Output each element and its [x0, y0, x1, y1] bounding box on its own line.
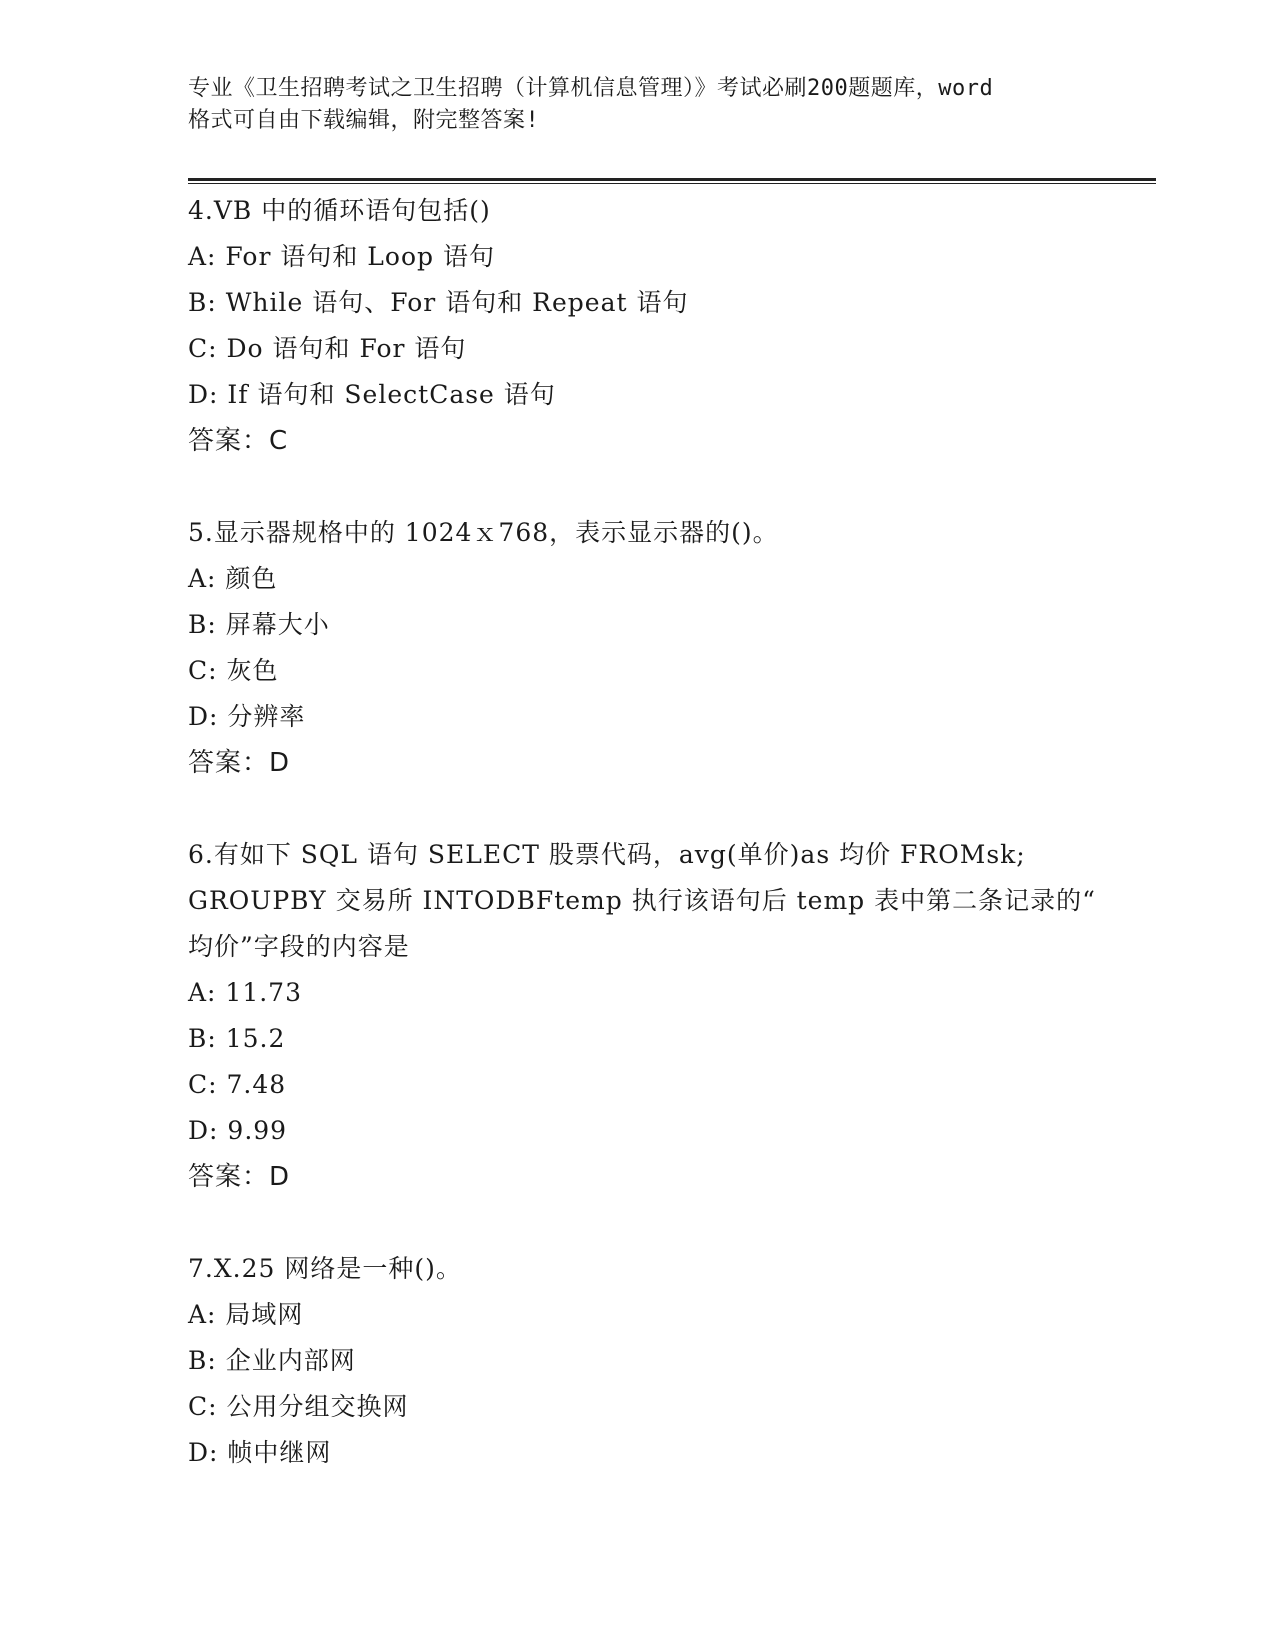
question-stem: 均价”字段的内容是: [188, 932, 410, 961]
question-stem: GROUPBY 交易所 INTODBFtemp 执行该语句后 temp 表中第二条记录的“: [188, 886, 1096, 915]
question-list: [188, 188, 1148, 1476]
question-stem: 4.VB 中的循环语句包括(): [188, 196, 491, 225]
question-block: [188, 832, 1148, 1200]
document-header: [188, 73, 1088, 137]
question-stem: 7.X.25 网络是一种()。: [188, 1254, 462, 1283]
question-block: [188, 510, 1148, 786]
answer-option: D: 帧中继网: [188, 1438, 332, 1467]
answer-option: C: Do 语句和 For 语句: [188, 334, 467, 363]
answer-option: C: 7.48: [188, 1070, 287, 1099]
answer-option: B: 企业内部网: [188, 1346, 356, 1375]
header-line-1: 专业《卫生招聘考试之卫生招聘（计算机信息管理）》考试必刷200题题库，word: [188, 76, 994, 101]
header-line-2: 格式可自由下载编辑，附完整答案!: [188, 108, 540, 133]
header-divider-thin: [188, 183, 1156, 184]
answer-option: A: 颜色: [188, 564, 278, 593]
correct-answer: 答案：C: [188, 426, 289, 456]
answer-option: D: 9.99: [188, 1116, 288, 1145]
answer-option: B: 屏幕大小: [188, 610, 330, 639]
correct-answer: 答案：D: [188, 1162, 291, 1192]
question-stem: 6.有如下 SQL 语句 SELECT 股票代码，avg(单价)as 均价 FROMsk;: [188, 840, 1026, 869]
answer-option: A: For 语句和 Loop 语句: [188, 242, 495, 271]
answer-option: A: 11.73: [188, 978, 302, 1007]
question-block: [188, 1246, 1148, 1476]
answer-option: C: 灰色: [188, 656, 279, 685]
question-spacer: [188, 786, 1148, 832]
answer-option: D: If 语句和 SelectCase 语句: [188, 380, 556, 409]
answer-option: C: 公用分组交换网: [188, 1392, 409, 1421]
question-block: [188, 188, 1148, 464]
question-spacer: [188, 1200, 1148, 1246]
answer-option: B: 15.2: [188, 1024, 286, 1053]
header-divider-thick: [188, 178, 1156, 181]
question-stem: 5.显示器规格中的 1024ｘ768，表示显示器的()。: [188, 518, 779, 547]
question-spacer: [188, 464, 1148, 510]
answer-option: B: While 语句、For 语句和 Repeat 语句: [188, 288, 689, 317]
answer-option: D: 分辨率: [188, 702, 306, 731]
correct-answer: 答案：D: [188, 748, 291, 778]
answer-option: A: 局域网: [188, 1300, 304, 1329]
